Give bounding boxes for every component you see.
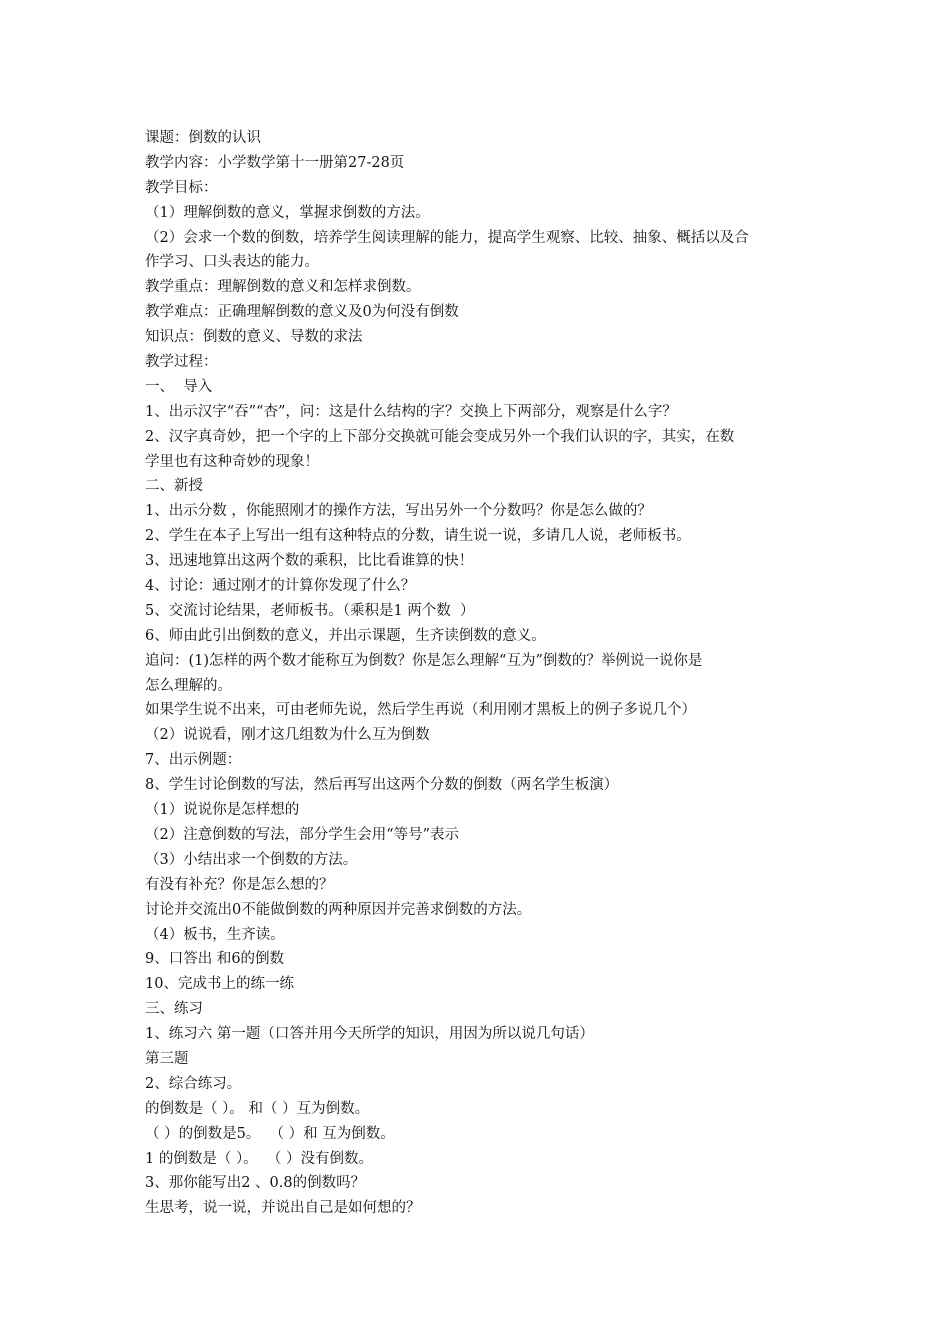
goal-2: （2）会求一个数的倒数，培养学生阅读理解的能力，提高学生观察、比较、抽象、概括以及合 bbox=[145, 229, 749, 246]
document-body bbox=[145, 126, 825, 1221]
text-line: 6、师由此引出倒数的意义，并出示课题，生齐读倒数的意义。 bbox=[145, 627, 546, 644]
text-line: 2、学生在本子上写出一组有这种特点的分数，请生说一说，多请几人说，老师板书。 bbox=[145, 528, 691, 545]
text-line: 第三题 bbox=[145, 1050, 189, 1067]
text-line: 4、讨论：通过刚才的计算你发现了什么？ bbox=[145, 578, 416, 595]
text-line: 7、出示例题： bbox=[145, 752, 242, 769]
teaching-goals-heading: 教学目标： bbox=[145, 179, 218, 196]
text-line: 1 的倒数是（ ）。 （ ）没有倒数。 bbox=[145, 1150, 374, 1167]
text-line: 3、那你能写出2 、0.8的倒数吗？ bbox=[145, 1175, 366, 1192]
text-line: 9、口答出 和6的倒数 bbox=[145, 951, 285, 968]
text-line: （2）说说看，刚才这几组数为什么互为倒数 bbox=[145, 727, 430, 744]
goal-2-continued: 作学习、口头表达的能力。 bbox=[145, 254, 319, 271]
text-line: 讨论并交流出0不能做倒数的两种原因并完善求倒数的方法。 bbox=[145, 901, 532, 918]
teaching-key-point: 教学重点：理解倒数的意义和怎样求倒数。 bbox=[145, 279, 421, 296]
text-line: （3）小结出求一个倒数的方法。 bbox=[145, 851, 358, 868]
section-2-heading: 二、新授 bbox=[145, 478, 203, 495]
goal-1: （1）理解倒数的意义，掌握求倒数的方法。 bbox=[145, 204, 430, 221]
text-line: （2）注意倒数的写法，部分学生会用“等号”表示 bbox=[145, 826, 460, 843]
teaching-process-heading: 教学过程： bbox=[145, 354, 218, 371]
text-line: 1、练习六 第一题（口答并用今天所学的知识，用因为所以说几句话） bbox=[145, 1026, 594, 1043]
text-line: 2、综合练习。 bbox=[145, 1075, 242, 1092]
lesson-title: 课题：倒数的认识 bbox=[145, 130, 261, 146]
text-line: 1、出示分数 ，你能照刚才的操作方法，写出另外一个分数吗？你是怎么做的？ bbox=[145, 503, 652, 520]
text-line: 8、学生讨论倒数的写法，然后再写出这两个分数的倒数（两名学生板演） bbox=[145, 777, 619, 794]
text-line: 10、完成书上的练一练 bbox=[145, 976, 294, 993]
text-line: 3、迅速地算出这两个数的乘积，比比看谁算的快！ bbox=[145, 553, 474, 570]
section-1-heading: 一、 导入 bbox=[145, 378, 213, 395]
text-line: 的倒数是（ ）。 和（ ）互为倒数。 bbox=[145, 1100, 370, 1117]
text-line: 2、汉字真奇妙，把一个字的上下部分交换就可能会变成另外一个我们认识的字，其实，在数 bbox=[145, 428, 735, 445]
teaching-content: 教学内容：小学数学第十一册第27-28页 bbox=[145, 154, 405, 171]
knowledge-points: 知识点：倒数的意义、导数的求法 bbox=[145, 329, 363, 346]
text-line: 怎么理解的。 bbox=[145, 677, 232, 694]
text-line: 追问：(1)怎样的两个数才能称互为倒数？你是怎么理解“互为”倒数的？举例说一说你是 bbox=[145, 652, 703, 669]
text-line: 如果学生说不出来，可由老师先说，然后学生再说（利用刚才黑板上的例子多说几个） bbox=[145, 702, 696, 719]
text-line: （ ）的倒数是5。 （ ）和 互为倒数。 bbox=[145, 1125, 395, 1142]
text-line: 生思考，说一说，并说出自己是如何想的？ bbox=[145, 1200, 421, 1217]
teaching-difficulty: 教学难点：正确理解倒数的意义及0为何没有倒数 bbox=[145, 304, 459, 321]
text-line: 学里也有这种奇妙的现象！ bbox=[145, 453, 319, 470]
text-line: 有没有补充？你是怎么想的？ bbox=[145, 876, 334, 893]
text-line: 5、交流讨论结果，老师板书。（乘积是1 两个数 ） bbox=[145, 602, 475, 619]
text-line: （1）说说你是怎样想的 bbox=[145, 802, 300, 819]
text-line: 1、出示汉字“吞”“杏”，问：这是什么结构的字？交换上下两部分，观察是什么字？ bbox=[145, 403, 677, 420]
text-line: （4）板书，生齐读。 bbox=[145, 926, 285, 943]
section-3-heading: 三、练习 bbox=[145, 1001, 203, 1018]
